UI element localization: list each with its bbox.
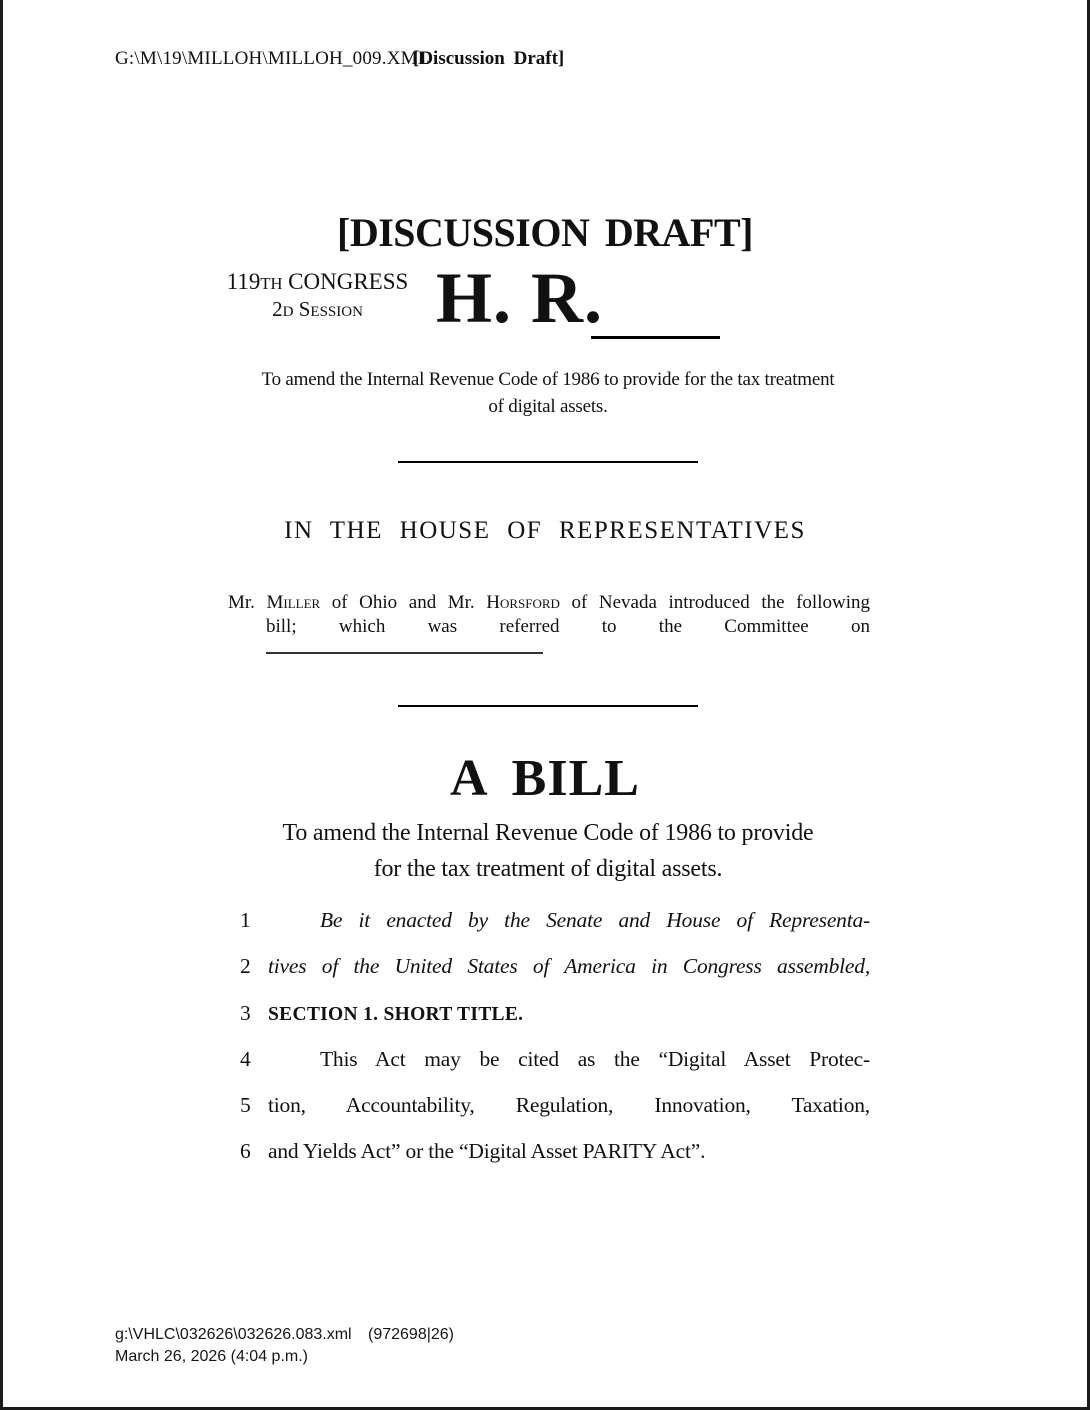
bill-body-line-4 [240,1036,870,1082]
line-text: and Yields Act” or the “Digital Asset PARITY Act”. [268,1139,706,1164]
bill-body-line-2 [240,943,870,989]
session-ordinal-suffix: D [282,304,294,320]
sponsor-middle: of Ohio and Mr. [320,592,487,613]
bill-body-line-3 [240,990,870,1036]
congress-number: 119 [226,269,261,294]
bill-number-blank-line [591,336,720,339]
bill-body-line-5 [240,1082,870,1128]
congress-session-block [215,268,420,324]
chamber-heading: IN THE HOUSE OF REPRESENTATIVES [284,517,806,544]
session-number: 2 [272,297,283,321]
congress-word: CONGRESS [282,269,409,294]
congress-ordinal-suffix: TH [260,274,283,293]
official-title-line1: To amend the Internal Revenue Code of 1986 to provide for the tax treatment [261,369,835,390]
section-heading: SECTION 1. SHORT TITLE. [268,1003,524,1025]
bill-long-title [153,815,943,887]
bill-long-title-line1: To amend the Internal Revenue Code of 1986 to provide [282,820,814,846]
sponsor-name-horsford: Horsford [486,592,560,613]
bill-number: H. R. [436,258,603,338]
line-text: tives of the United States of America in Congress assembled, [268,954,870,979]
sponsor-prefix: Mr. [228,592,267,613]
congress-line [215,268,420,297]
line-number: 4 [240,1046,251,1071]
session-word: Session [293,297,363,321]
session-line [215,297,420,324]
separator-rule-bottom [398,705,698,707]
sponsor-name-miller: Miller [266,592,321,613]
footer-file-path: g:\VHLC\032626\032626.083.xml [115,1326,352,1343]
committee-blank-line [266,652,543,654]
line-number: 6 [240,1139,251,1164]
line-number: 3 [240,1000,251,1025]
footer-doc-id: (972698|26) [368,1326,454,1343]
header-draft-label: [Discussion Draft] [413,48,565,69]
sponsor-line1 [228,591,870,615]
bill-body-line-6 [240,1128,870,1174]
bill-body [240,897,870,1175]
sponsor-line2: bill; which was referred to the Committee on [266,615,870,637]
header-file-path: G:\M\19\MILLOH\MILLOH_009.XML [115,48,430,69]
sponsor-paragraph [228,591,870,654]
line-text: This Act may be cited as the “Digital Asset Protec- [320,1046,870,1071]
official-title-line2: of digital assets. [488,396,608,417]
discussion-draft-banner: [DISCUSSION DRAFT] [337,210,753,255]
sponsor-tail: of Nevada introduced the following [559,592,870,613]
page-footer [115,1324,715,1367]
official-title [153,366,943,420]
footer-date: March 26, 2026 (4:04 p.m.) [115,1347,308,1365]
bill-heading: A BILL [450,750,640,807]
separator-rule-top [398,461,698,463]
line-text: tion, Accountability, Regulation, Innovation, Taxation, [268,1093,870,1118]
line-number: 1 [240,908,251,932]
footer-line1 [115,1324,715,1346]
line-number: 2 [240,954,251,979]
line-number: 5 [240,1093,251,1118]
bill-body-line-1 [240,897,870,943]
line-text: Be it enacted by the Senate and House of Representa- [320,908,870,932]
bill-long-title-line2: for the tax treatment of digital assets. [373,856,723,882]
